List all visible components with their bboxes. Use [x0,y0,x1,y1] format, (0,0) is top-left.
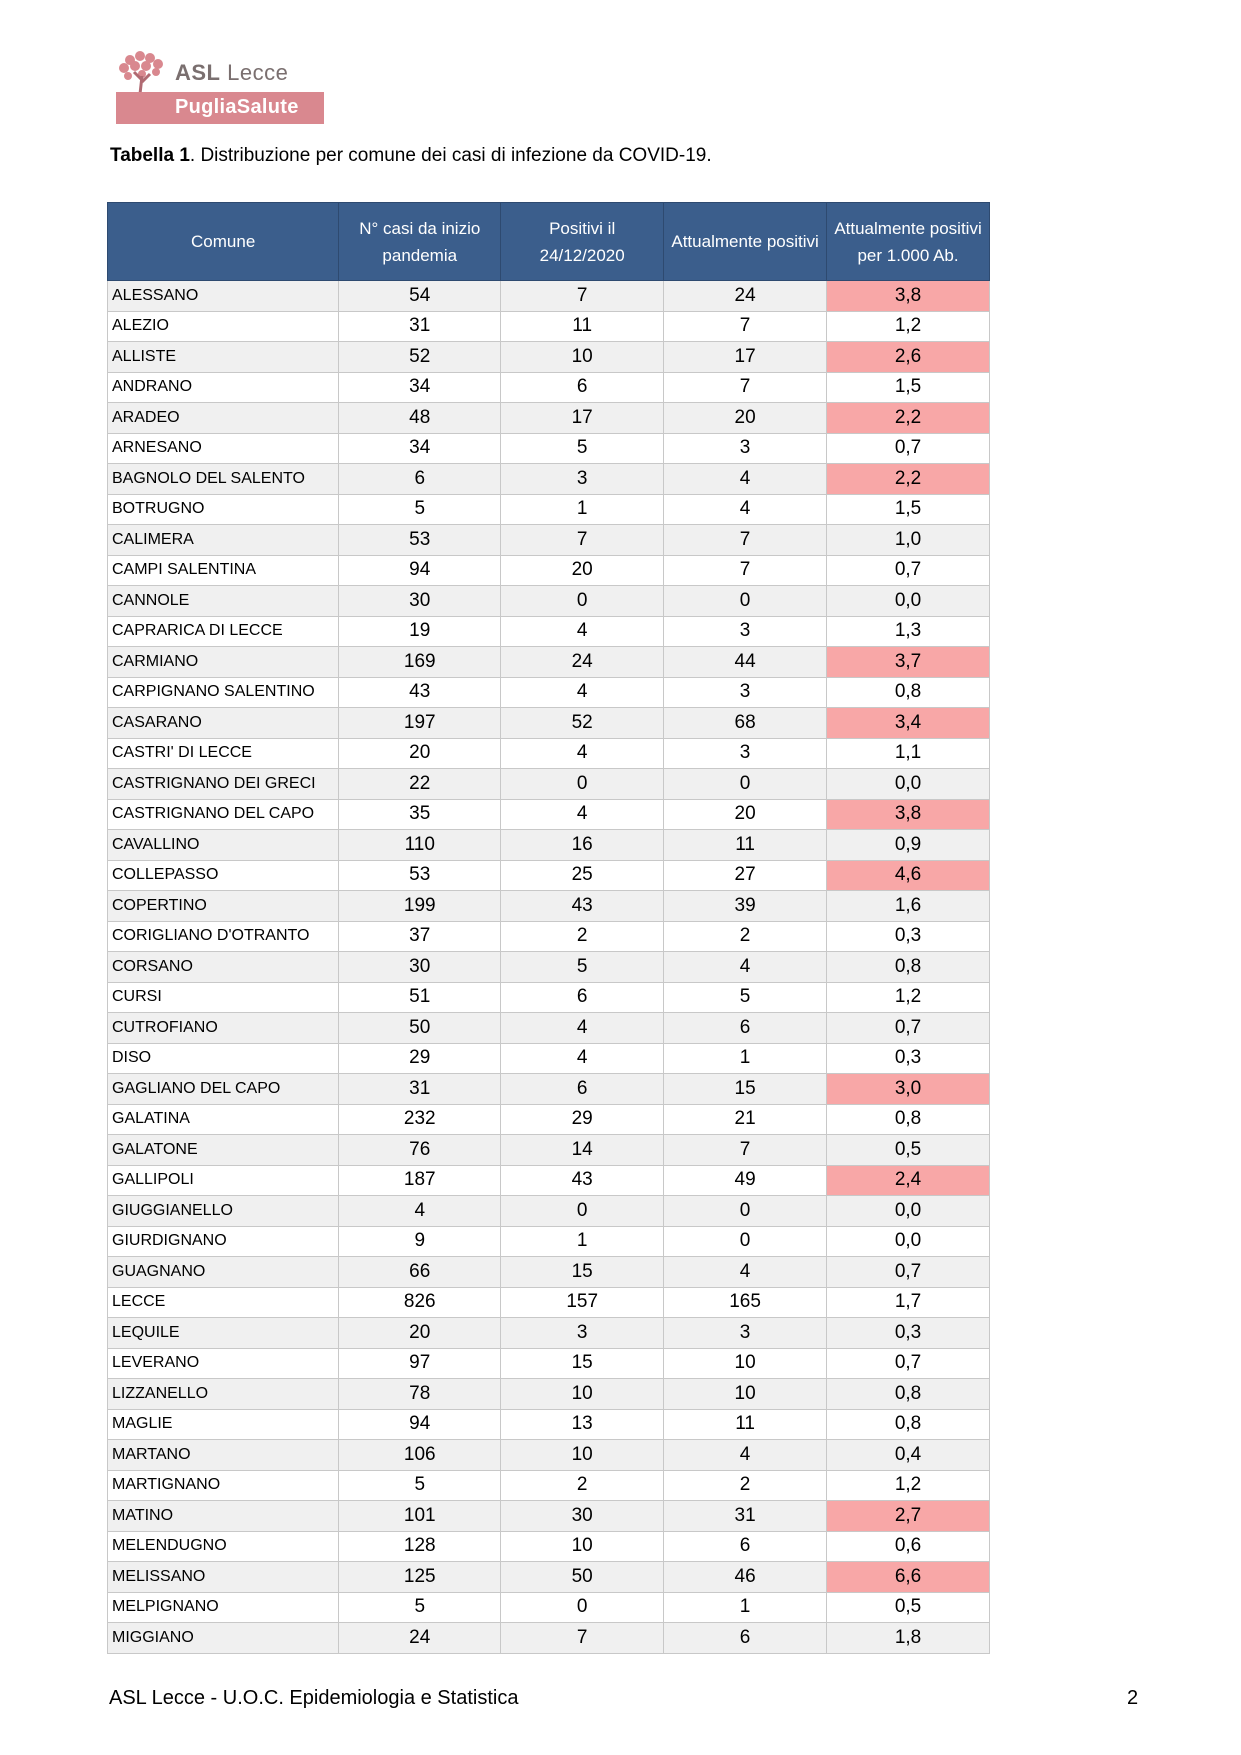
cell-per-1000: 1,6 [827,891,990,922]
table-row [108,1440,990,1471]
table-row [108,830,990,861]
cell-positivi-24: 10 [501,1379,664,1410]
cell-per-1000: 1,0 [827,525,990,556]
cell-positivi-24: 0 [501,1592,664,1623]
cell-per-1000: 0,5 [827,1135,990,1166]
cell-attuali: 10 [664,1348,827,1379]
table-row [108,1104,990,1135]
table-row [108,1531,990,1562]
cell-per-1000: 3,8 [827,799,990,830]
cell-comune: MARTANO [108,1440,339,1471]
cell-comune: CASARANO [108,708,339,739]
cell-comune: LIZZANELLO [108,1379,339,1410]
cell-comune: ARADEO [108,403,339,434]
cell-attuali: 2 [664,921,827,952]
table-row [108,769,990,800]
cell-casi: 34 [339,433,501,464]
cell-positivi-24: 4 [501,738,664,769]
cell-comune: COPERTINO [108,891,339,922]
cell-comune: MARTIGNANO [108,1470,339,1501]
cell-comune: CANNOLE [108,586,339,617]
cell-per-1000: 0,8 [827,1104,990,1135]
table-row [108,433,990,464]
cell-attuali: 4 [664,952,827,983]
cell-per-1000: 0,7 [827,1348,990,1379]
cell-positivi-24: 4 [501,1013,664,1044]
brand-band [116,92,324,124]
cell-casi: 5 [339,494,501,525]
cell-positivi-24: 29 [501,1104,664,1135]
cell-comune: GIURDIGNANO [108,1226,339,1257]
cell-casi: 22 [339,769,501,800]
table-row [108,525,990,556]
cell-casi: 187 [339,1165,501,1196]
cell-casi: 19 [339,616,501,647]
cell-casi: 66 [339,1257,501,1288]
cell-positivi-24: 2 [501,1470,664,1501]
cell-attuali: 3 [664,677,827,708]
cell-casi: 5 [339,1470,501,1501]
cell-positivi-24: 6 [501,372,664,403]
cell-positivi-24: 11 [501,311,664,342]
cell-casi: 78 [339,1379,501,1410]
cell-per-1000: 1,2 [827,311,990,342]
cell-comune: BOTRUGNO [108,494,339,525]
cell-comune: CURSI [108,982,339,1013]
cell-per-1000: 0,8 [827,1409,990,1440]
cell-per-1000: 1,2 [827,982,990,1013]
cell-per-1000: 0,0 [827,586,990,617]
cell-positivi-24: 10 [501,1531,664,1562]
cell-comune: GIUGGIANELLO [108,1196,339,1227]
cell-positivi-24: 24 [501,647,664,678]
cell-positivi-24: 6 [501,1074,664,1105]
cell-comune: GAGLIANO DEL CAPO [108,1074,339,1105]
cell-positivi-24: 0 [501,1196,664,1227]
cell-casi: 97 [339,1348,501,1379]
cell-casi: 52 [339,342,501,373]
cell-attuali: 7 [664,372,827,403]
cell-positivi-24: 1 [501,1226,664,1257]
cell-attuali: 3 [664,433,827,464]
cell-per-1000: 2,6 [827,342,990,373]
cell-casi: 48 [339,403,501,434]
cell-attuali: 7 [664,525,827,556]
cell-per-1000: 0,5 [827,1592,990,1623]
cell-comune: CUTROFIANO [108,1013,339,1044]
table-row [108,982,990,1013]
table-row [108,403,990,434]
cell-casi: 51 [339,982,501,1013]
cell-attuali: 4 [664,494,827,525]
cell-attuali: 4 [664,1257,827,1288]
cell-per-1000: 3,7 [827,647,990,678]
table-row [108,1257,990,1288]
cell-attuali: 10 [664,1379,827,1410]
table-row [108,616,990,647]
cell-positivi-24: 3 [501,1318,664,1349]
cell-per-1000: 0,4 [827,1440,990,1471]
cell-casi: 197 [339,708,501,739]
cell-positivi-24: 15 [501,1257,664,1288]
cell-attuali: 0 [664,1196,827,1227]
cell-comune: CAMPI SALENTINA [108,555,339,586]
cell-per-1000: 4,6 [827,860,990,891]
cell-casi: 76 [339,1135,501,1166]
cell-per-1000: 0,8 [827,677,990,708]
header-casi: N° casi da inizio pandemia [339,203,501,281]
cell-casi: 20 [339,1318,501,1349]
cell-comune: BAGNOLO DEL SALENTO [108,464,339,495]
cell-attuali: 15 [664,1074,827,1105]
table-row [108,1226,990,1257]
cell-attuali: 5 [664,982,827,1013]
table-row [108,464,990,495]
cell-per-1000: 1,1 [827,738,990,769]
cell-casi: 43 [339,677,501,708]
cell-comune: GALATONE [108,1135,339,1166]
footer-department: ASL Lecce - U.O.C. Epidemiologia e Statistica [109,1687,519,1709]
cell-comune: GUAGNANO [108,1257,339,1288]
header-per-1000: Attualmente positivi per 1.000 Ab. [827,203,990,281]
cell-positivi-24: 15 [501,1348,664,1379]
cell-casi: 128 [339,1531,501,1562]
cell-per-1000: 2,4 [827,1165,990,1196]
cell-attuali: 2 [664,1470,827,1501]
table-row [108,494,990,525]
cell-per-1000: 1,8 [827,1623,990,1654]
cell-positivi-24: 16 [501,830,664,861]
cell-per-1000: 1,7 [827,1287,990,1318]
cell-positivi-24: 1 [501,494,664,525]
table-row [108,860,990,891]
cell-positivi-24: 10 [501,1440,664,1471]
cell-positivi-24: 0 [501,586,664,617]
table-row [108,1074,990,1105]
cell-casi: 31 [339,311,501,342]
cell-positivi-24: 0 [501,769,664,800]
cell-per-1000: 2,2 [827,403,990,434]
cell-per-1000: 0,0 [827,769,990,800]
cell-positivi-24: 6 [501,982,664,1013]
cell-comune: CALIMERA [108,525,339,556]
cell-positivi-24: 3 [501,464,664,495]
cell-attuali: 49 [664,1165,827,1196]
cell-positivi-24: 14 [501,1135,664,1166]
table-row [108,342,990,373]
cell-positivi-24: 7 [501,281,664,312]
cell-per-1000: 6,6 [827,1562,990,1593]
cell-positivi-24: 43 [501,1165,664,1196]
cell-per-1000: 0,6 [827,1531,990,1562]
cell-casi: 53 [339,525,501,556]
cell-attuali: 3 [664,616,827,647]
table-row [108,1623,990,1654]
cell-casi: 50 [339,1013,501,1044]
cell-positivi-24: 10 [501,342,664,373]
cell-comune: MAGLIE [108,1409,339,1440]
cell-casi: 37 [339,921,501,952]
table-header-row [108,203,990,281]
cell-attuali: 27 [664,860,827,891]
cell-casi: 6 [339,464,501,495]
table-row [108,1287,990,1318]
cell-comune: CAVALLINO [108,830,339,861]
cell-positivi-24: 2 [501,921,664,952]
cell-comune: MATINO [108,1501,339,1532]
table-row [108,1165,990,1196]
cell-casi: 30 [339,952,501,983]
cell-comune: CARPIGNANO SALENTINO [108,677,339,708]
cell-casi: 169 [339,647,501,678]
tree-logo-icon [116,50,168,94]
cell-positivi-24: 4 [501,799,664,830]
cell-casi: 94 [339,1409,501,1440]
table-row [108,677,990,708]
cell-comune: MELENDUGNO [108,1531,339,1562]
cell-per-1000: 3,0 [827,1074,990,1105]
cell-casi: 826 [339,1287,501,1318]
cell-comune: CAPRARICA DI LECCE [108,616,339,647]
cell-casi: 94 [339,555,501,586]
cell-comune: LECCE [108,1287,339,1318]
cell-casi: 34 [339,372,501,403]
cell-attuali: 6 [664,1013,827,1044]
header-comune: Comune [108,203,339,281]
table-row [108,281,990,312]
cell-per-1000: 3,8 [827,281,990,312]
cell-comune: DISO [108,1043,339,1074]
cell-positivi-24: 30 [501,1501,664,1532]
table-row [108,1043,990,1074]
cell-attuali: 0 [664,1226,827,1257]
cell-positivi-24: 4 [501,1043,664,1074]
cell-attuali: 1 [664,1043,827,1074]
cell-positivi-24: 52 [501,708,664,739]
cell-per-1000: 0,0 [827,1196,990,1227]
cell-attuali: 17 [664,342,827,373]
cell-attuali: 20 [664,799,827,830]
cell-comune: CORSANO [108,952,339,983]
cell-casi: 110 [339,830,501,861]
cell-casi: 35 [339,799,501,830]
header-positivi-24: Positivi il 24/12/2020 [501,203,664,281]
cell-casi: 53 [339,860,501,891]
table-row [108,1196,990,1227]
cell-per-1000: 0,0 [827,1226,990,1257]
cell-comune: CASTRIGNANO DEI GRECI [108,769,339,800]
cell-attuali: 3 [664,1318,827,1349]
cell-positivi-24: 50 [501,1562,664,1593]
cell-comune: LEVERANO [108,1348,339,1379]
cell-comune: ALESSANO [108,281,339,312]
cell-per-1000: 0,3 [827,1043,990,1074]
cell-casi: 54 [339,281,501,312]
cell-attuali: 39 [664,891,827,922]
table-row [108,1135,990,1166]
cell-attuali: 6 [664,1531,827,1562]
table-row [108,1562,990,1593]
table-row [108,738,990,769]
cell-comune: ARNESANO [108,433,339,464]
cell-comune: CARMIANO [108,647,339,678]
cell-positivi-24: 13 [501,1409,664,1440]
cell-comune: MIGGIANO [108,1623,339,1654]
cell-positivi-24: 157 [501,1287,664,1318]
table-row [108,799,990,830]
table-row [108,952,990,983]
cell-attuali: 6 [664,1623,827,1654]
cell-positivi-24: 7 [501,525,664,556]
table-caption [110,145,712,167]
cell-comune: MELISSANO [108,1562,339,1593]
cell-attuali: 44 [664,647,827,678]
cell-casi: 9 [339,1226,501,1257]
cell-comune: GALLIPOLI [108,1165,339,1196]
cell-per-1000: 0,7 [827,1257,990,1288]
cell-attuali: 31 [664,1501,827,1532]
cell-positivi-24: 25 [501,860,664,891]
cell-attuali: 11 [664,830,827,861]
cell-per-1000: 1,2 [827,1470,990,1501]
cell-attuali: 4 [664,1440,827,1471]
cell-attuali: 165 [664,1287,827,1318]
cell-casi: 101 [339,1501,501,1532]
cell-casi: 20 [339,738,501,769]
table-row [108,311,990,342]
cell-attuali: 7 [664,311,827,342]
cell-attuali: 11 [664,1409,827,1440]
cell-attuali: 46 [664,1562,827,1593]
cell-per-1000: 0,9 [827,830,990,861]
cell-attuali: 1 [664,1592,827,1623]
caption-label: Tabella 1 [110,145,190,166]
cell-attuali: 68 [664,708,827,739]
cell-per-1000: 1,3 [827,616,990,647]
cell-comune: LEQUILE [108,1318,339,1349]
table-row [108,555,990,586]
cell-comune: MELPIGNANO [108,1592,339,1623]
cell-casi: 30 [339,586,501,617]
header-attuali: Attualmente positivi [664,203,827,281]
cell-casi: 24 [339,1623,501,1654]
table-body [108,281,990,1654]
page-number: 2 [1127,1687,1139,1709]
cell-comune: ALEZIO [108,311,339,342]
cell-casi: 29 [339,1043,501,1074]
cell-casi: 125 [339,1562,501,1593]
cell-per-1000: 0,7 [827,1013,990,1044]
cell-positivi-24: 4 [501,677,664,708]
table-row [108,1379,990,1410]
cell-casi: 106 [339,1440,501,1471]
table-row [108,1592,990,1623]
table-row [108,647,990,678]
cell-per-1000: 2,2 [827,464,990,495]
cell-attuali: 0 [664,769,827,800]
table-row [108,1348,990,1379]
cell-per-1000: 2,7 [827,1501,990,1532]
table-row [108,921,990,952]
cell-per-1000: 1,5 [827,494,990,525]
cell-per-1000: 0,7 [827,555,990,586]
table-row [108,1470,990,1501]
table-row [108,1318,990,1349]
cell-attuali: 21 [664,1104,827,1135]
cell-attuali: 4 [664,464,827,495]
cell-per-1000: 0,3 [827,921,990,952]
cell-comune: ALLISTE [108,342,339,373]
cell-comune: CASTRIGNANO DEL CAPO [108,799,339,830]
cell-comune: CORIGLIANO D'OTRANTO [108,921,339,952]
cell-comune: ANDRANO [108,372,339,403]
cell-attuali: 24 [664,281,827,312]
asl-lecce-logo [116,50,326,126]
cell-attuali: 7 [664,555,827,586]
covid-cases-table [107,202,990,1654]
table-row [108,1013,990,1044]
brand-name: PugliaSalute [175,96,299,118]
caption-text: . Distribuzione per comune dei casi di infezione da COVID-19. [189,145,712,166]
table-row [108,708,990,739]
cell-comune: COLLEPASSO [108,860,339,891]
cell-per-1000: 3,4 [827,708,990,739]
cell-casi: 31 [339,1074,501,1105]
cell-positivi-24: 5 [501,433,664,464]
table-row [108,586,990,617]
cell-casi: 199 [339,891,501,922]
cell-positivi-24: 43 [501,891,664,922]
cell-attuali: 7 [664,1135,827,1166]
cell-positivi-24: 5 [501,952,664,983]
cell-per-1000: 0,8 [827,952,990,983]
cell-casi: 5 [339,1592,501,1623]
table-row [108,372,990,403]
cell-positivi-24: 4 [501,616,664,647]
cell-attuali: 20 [664,403,827,434]
cell-casi: 232 [339,1104,501,1135]
cell-comune: CASTRI' DI LECCE [108,738,339,769]
org-name: ASL Lecce [175,60,289,85]
cell-attuali: 3 [664,738,827,769]
cell-attuali: 0 [664,586,827,617]
table-row [108,1501,990,1532]
table-row [108,891,990,922]
cell-per-1000: 0,3 [827,1318,990,1349]
cell-comune: GALATINA [108,1104,339,1135]
cell-per-1000: 0,8 [827,1379,990,1410]
cell-casi: 4 [339,1196,501,1227]
cell-positivi-24: 20 [501,555,664,586]
cell-positivi-24: 17 [501,403,664,434]
table-row [108,1409,990,1440]
cell-per-1000: 0,7 [827,433,990,464]
cell-positivi-24: 7 [501,1623,664,1654]
cell-per-1000: 1,5 [827,372,990,403]
